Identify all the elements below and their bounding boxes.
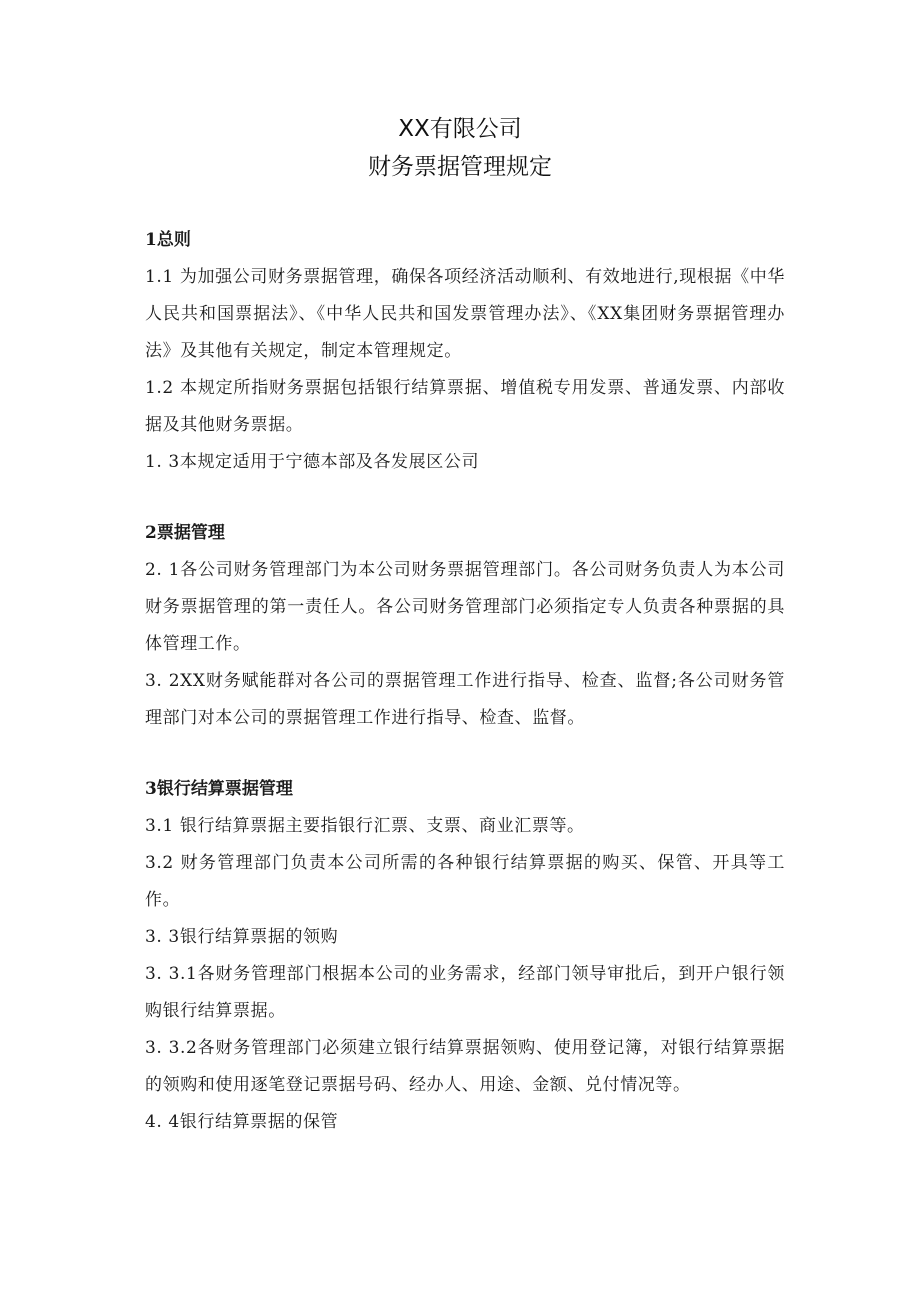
paragraph: 3. 3.2各财务管理部门必须建立银行结算票据领购、使用登记簿，对银行结算票据的领购和使用逐笔登记票据号码、经办人、用途、金额、兑付情况等。 — [145, 1038, 785, 1095]
paragraph: 3.2 财务管理部门负责本公司所需的各种银行结算票据的购买、保管、开具等工作。 — [145, 853, 785, 910]
company-title: XX有限公司 — [398, 116, 522, 142]
section-heading: 3银行结算票据管理 — [145, 779, 293, 799]
document-title-block — [0, 110, 920, 186]
paragraph: 1.1 为加强公司财务票据管理，确保各项经济活动顺利、有效地进行,现根据《中华人民共和国票据法》、《中华人民共和国发票管理办法》、《XX集团财务票据管理办法》及其他有关规定，制定本管理规定。 — [145, 267, 785, 361]
paragraph: 1.2 本规定所指财务票据包括银行结算票据、增值税专用发票、普通发票、内部收据及其他财务票据。 — [145, 378, 785, 435]
paragraph: 3. 2XX财务赋能群对各公司的票据管理工作进行指导、检查、监督;各公司财务管理部门对本公司的票据管理工作进行指导、检查、监督。 — [145, 671, 785, 728]
document-title: 财务票据管理规定 — [368, 154, 552, 180]
section-heading: 1总则 — [145, 230, 191, 250]
paragraph: 1. 3本规定适用于宁德本部及各发展区公司 — [145, 452, 480, 472]
paragraph: 2. 1各公司财务管理部门为本公司财务票据管理部门。各公司财务负责人为本公司财务票据管理的第一责任人。各公司财务管理部门必须指定专人负责各种票据的具体管理工作。 — [145, 560, 785, 654]
section-heading: 2票据管理 — [145, 523, 225, 543]
paragraph: 3. 3银行结算票据的领购 — [145, 927, 339, 947]
section-bill-management — [145, 515, 785, 737]
paragraph: 3. 3.1各财务管理部门根据本公司的业务需求，经部门领导审批后，到开户银行领购银行结算票据。 — [145, 964, 785, 1021]
section-spacer — [145, 737, 785, 771]
document-body — [145, 222, 785, 1141]
section-spacer — [145, 481, 785, 515]
section-bank-settlement — [145, 771, 785, 1141]
paragraph: 3.1 银行结算票据主要指银行汇票、支票、商业汇票等。 — [145, 816, 585, 836]
paragraph: 4. 4银行结算票据的保管 — [145, 1112, 339, 1132]
section-general — [145, 222, 785, 481]
